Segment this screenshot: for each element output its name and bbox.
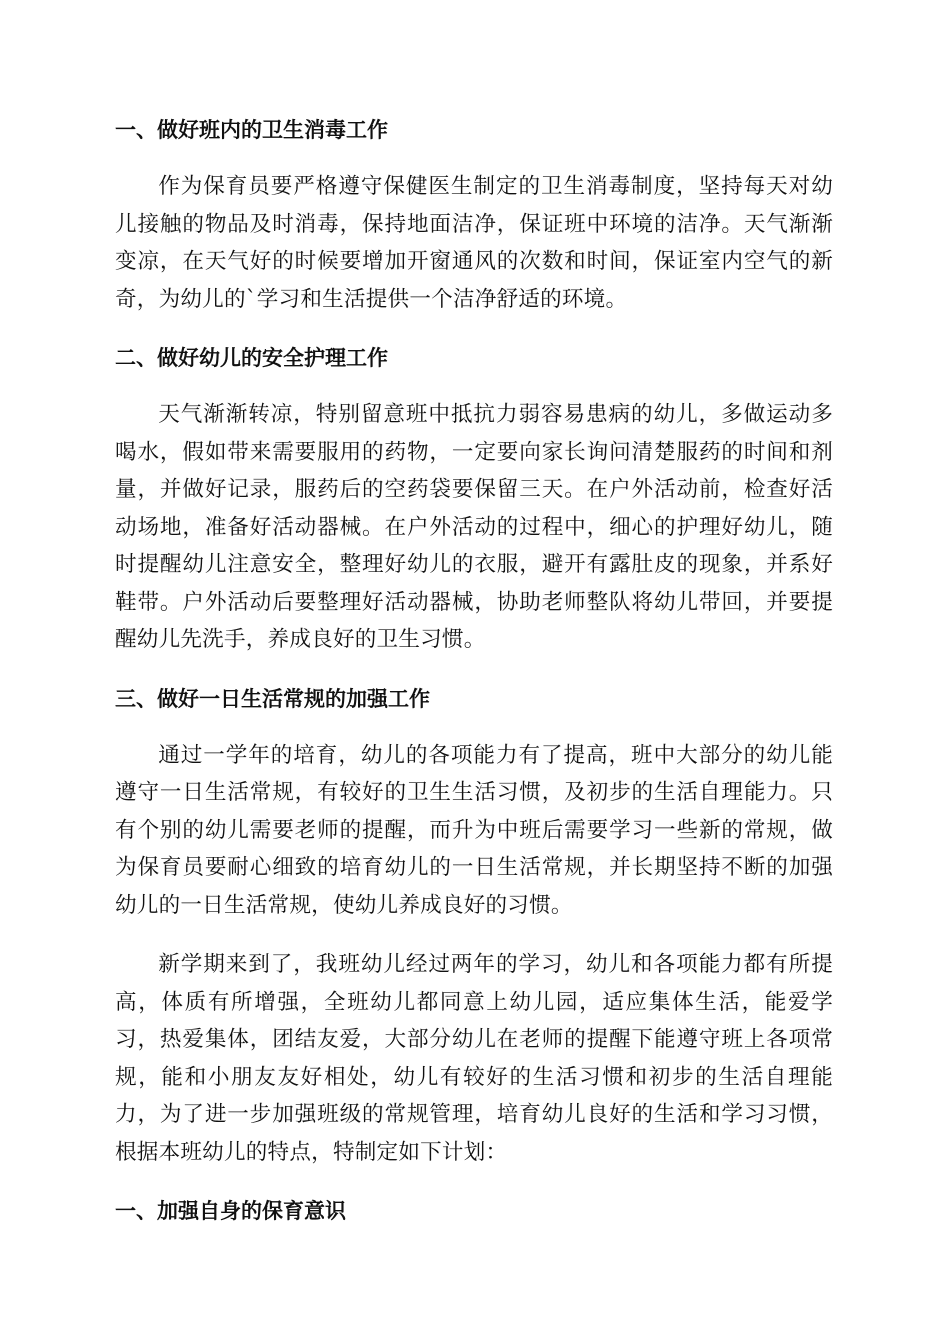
section-paragraph-safety: 天气渐渐转凉，特别留意班中抵抗力弱容易患病的幼儿，多做运动多喝水，假如带来需要服用的药物，一定要向家长询问清楚服药的时间和剂量，并做好记录，服药后的空药袋要保留三天。在户外活动前，检查好活动场地，准备好活动器械。在户外活动的过程中，细心的护理好幼儿，随时提醒幼儿注意安全，整理好幼儿的衣服，避开有露肚皮的现象，并系好鞋带。户外活动后要整理好活动器械，协助老师整队将幼儿带回，并要提醒幼儿先洗手，养成良好的卫生习惯。 — [115, 402, 833, 652]
section-heading-awareness: 一、加强自身的保育意识 — [115, 1199, 346, 1223]
section-heading-routine: 三、做好一日生活常规的加强工作 — [115, 686, 430, 711]
document-body — [115, 112, 833, 1229]
intro-paragraph: 新学期来到了，我班幼儿经过两年的学习，幼儿和各项能力都有所提高，体质有所增强，全班幼儿都同意上幼儿园，适应集体生活，能爱学习，热爱集体，团结友爱，大部分幼儿在老师的提醒下能遵守班上各项常规，能和小朋友友好相处，幼儿有较好的生活习惯和初步的生活自理能力，为了进一步加强班级的常规管理，培育幼儿良好的生活和学习习惯，根据本班幼儿的特点，特制定如下计划： — [115, 952, 833, 1165]
section-heading-safety: 二、做好幼儿的安全护理工作 — [115, 346, 388, 370]
section-heading-hygiene: 一、做好班内的卫生消毒工作 — [115, 118, 388, 142]
section-paragraph-hygiene: 作为保育员要严格遵守保健医生制定的卫生消毒制度，坚持每天对幼儿接触的物品及时消毒，保持地面洁净，保证班中环境的洁净。天气渐渐变凉，在天气好的时候要增加开窗通风的次数和时间，保证室内空气的新奇，为幼儿的`学习和生活提供一个洁净舒适的环境。 — [115, 174, 833, 312]
section-paragraph-routine: 通过一学年的培育，幼儿的各项能力有了提高，班中大部分的幼儿能遵守一日生活常规，有较好的卫生生活习惯，及初步的生活自理能力。只有个别的幼儿需要老师的提醒，而升为中班后需要学习一些新的常规，做为保育员要耐心细致的培育幼儿的一日生活常规，并长期坚持不断的加强幼儿的一日生活常规，使幼儿养成良好的习惯。 — [115, 742, 833, 918]
